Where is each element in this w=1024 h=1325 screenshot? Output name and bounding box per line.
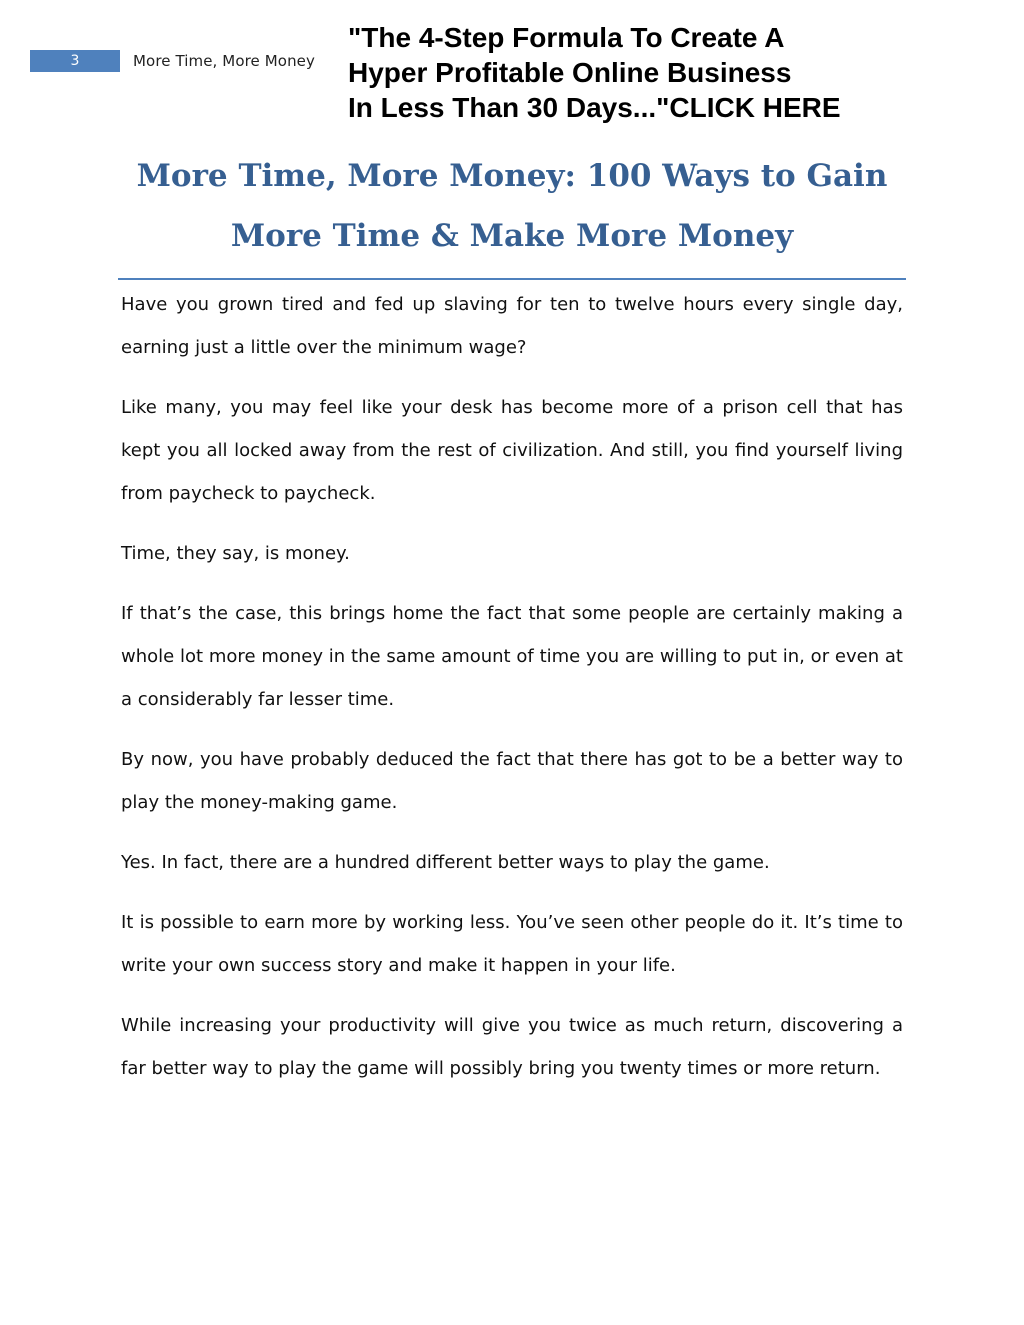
paragraph: Like many, you may feel like your desk has become more of a prison cell that has kept you all locked away from the rest of civilization. And still, you find yourself living from paycheck to paycheck. (121, 397, 903, 504)
promo-line-3: In Less Than 30 Days..."CLICK HERE (348, 92, 841, 123)
promo-line-2: Hyper Profitable Online Business (348, 57, 792, 88)
paragraph: By now, you have probably deduced the fact that there has got to be a better way to play the money-making game. (121, 749, 903, 813)
paragraph: While increasing your productivity will give you twice as much return, discovering a far better way to play the game will possibly bring you twenty times or more return. (121, 1015, 903, 1079)
page-number-badge (30, 50, 120, 72)
paragraph: Have you grown tired and fed up slaving for ten to twelve hours every single day, earning just a little over the minimum wage? (121, 294, 903, 358)
paragraph: If that’s the case, this brings home the fact that some people are certainly making a whole lot more money in the same amount of time you are willing to put in, or even at a considerably far lesser time. (121, 603, 903, 710)
paragraph: Time, they say, is money. (121, 543, 350, 564)
promo-line-1: "The 4-Step Formula To Create A (348, 22, 785, 53)
page-number: 3 (70, 53, 80, 69)
paragraph: It is possible to earn more by working less. You’ve seen other people do it. It’s time to write your own success story and make it happen in your life. (121, 912, 903, 976)
title-divider (118, 278, 906, 280)
running-header-title: More Time, More Money (133, 52, 315, 70)
document-body (121, 283, 903, 1107)
paragraph: Yes. In fact, there are a hundred different better ways to play the game. (121, 852, 770, 873)
document-title: More Time, More Money: 100 Ways to Gain More Time & Make More Money (136, 158, 888, 254)
promo-link[interactable] (348, 20, 968, 125)
